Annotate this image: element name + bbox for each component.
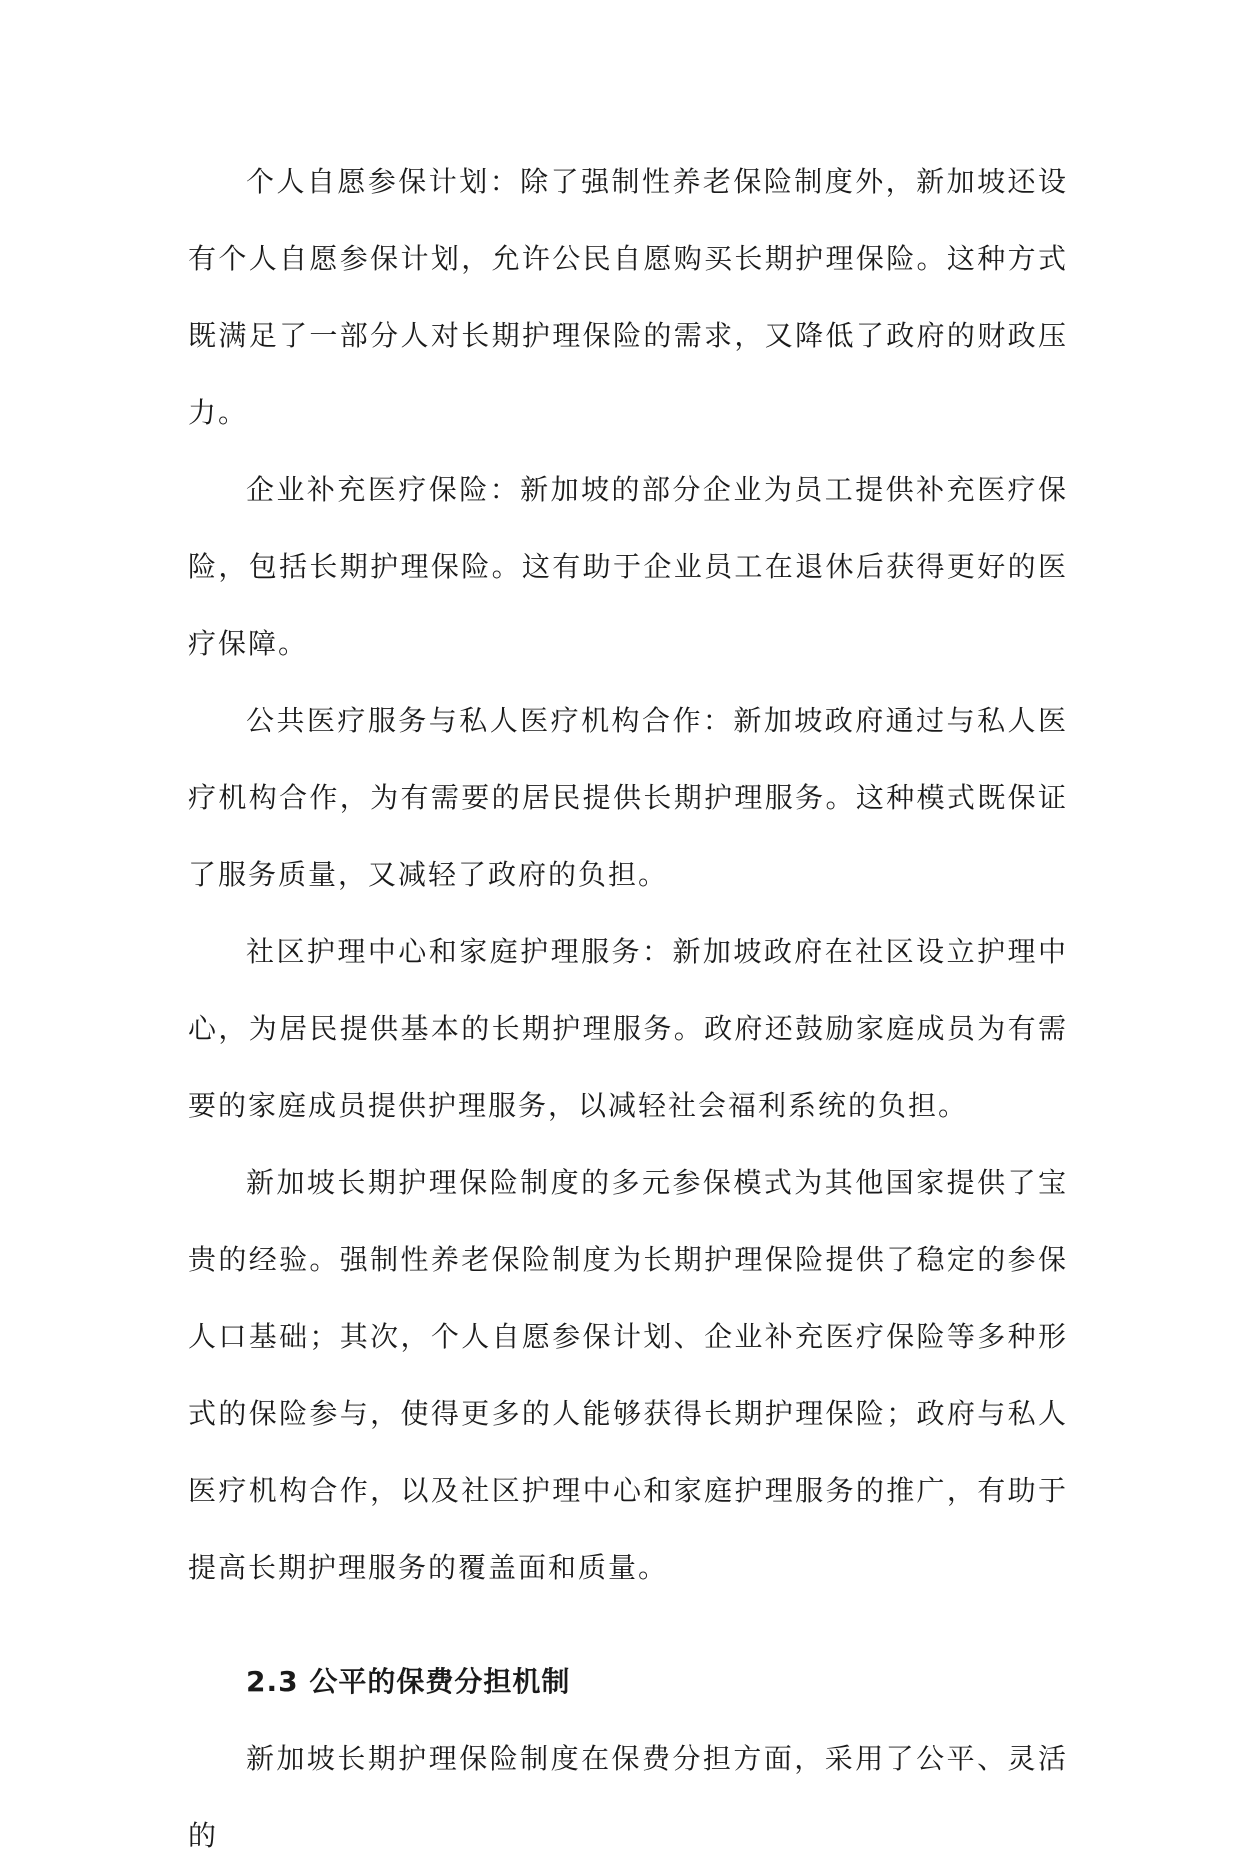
paragraph-community-care: 社区护理中心和家庭护理服务：新加坡政府在社区设立护理中心，为居民提供基本的长期护理服务。政府还鼓励家庭成员为有需要的家庭成员提供护理服务，以减轻社会福利系统的负担。	[188, 935, 1068, 1122]
paragraph-premium-sharing: 新加坡长期护理保险制度在保费分担方面，采用了公平、灵活的	[188, 1742, 1068, 1852]
paragraph-voluntary-insurance: 个人自愿参保计划：除了强制性养老保险制度外，新加坡还设有个人自愿参保计划，允许公民自愿购买长期护理保险。这种方式既满足了一部分人对长期护理保险的需求，又降低了政府的财政压力。	[188, 165, 1068, 429]
paragraph-summary: 新加坡长期护理保险制度的多元参保模式为其他国家提供了宝贵的经验。强制性养老保险制度为长期护理保险提供了稳定的参保人口基础；其次，个人自愿参保计划、企业补充医疗保险等多种形式的保险参与，使得更多的人能够获得长期护理保险；政府与私人医疗机构合作，以及社区护理中心和家庭护理服务的推广，有助于提高长期护理服务的覆盖面和质量。	[188, 1166, 1068, 1584]
paragraph-enterprise-insurance: 企业补充医疗保险：新加坡的部分企业为员工提供补充医疗保险，包括长期护理保险。这有助于企业员工在退休后获得更好的医疗保障。	[188, 473, 1068, 660]
paragraph-public-private-cooperation: 公共医疗服务与私人医疗机构合作：新加坡政府通过与私人医疗机构合作，为有需要的居民提供长期护理服务。这种模式既保证了服务质量，又减轻了政府的负担。	[188, 704, 1068, 891]
document-page	[188, 143, 1068, 1874]
section-heading: 2.3 公平的保费分担机制	[246, 1665, 571, 1698]
